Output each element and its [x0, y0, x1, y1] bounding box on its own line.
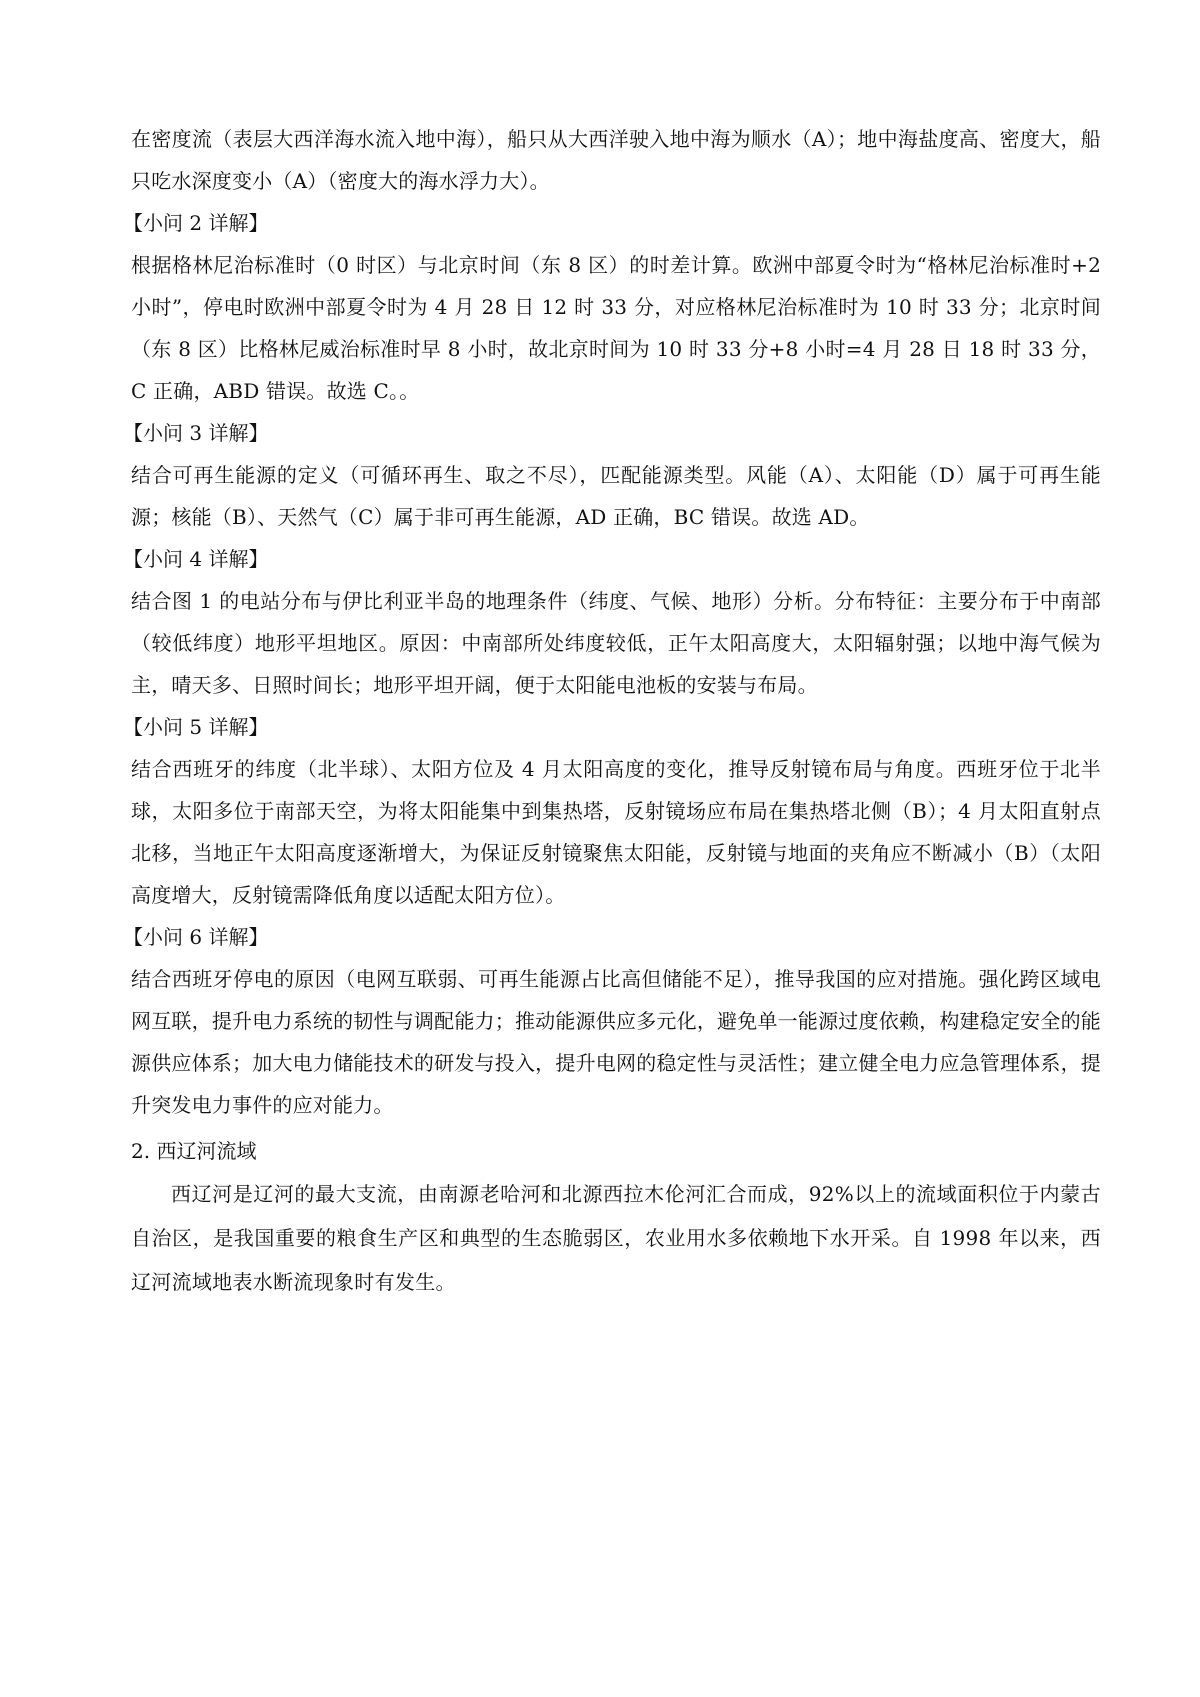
q5-explanation: 结合西班牙的纬度（北半球）、太阳方位及 4 月太阳高度的变化，推导反射镜布局与角度。西班牙位于北半球，太阳多位于南部天空，为将太阳能集中到集热塔，反射镜场应布局在集热塔北侧（B）；4 月太阳直射点北移，当地正午太阳高度逐渐增大，为保证反射镜聚焦太阳能，反射镜与地面的夹角应不断减小（B）（太阳高度增大，反射镜需降低角度以适配太阳方位）。	[131, 757, 1101, 907]
q4-heading: 【小问 4 详解】	[123, 547, 269, 571]
document-content	[123, 118, 1101, 1304]
q3-explanation: 结合可再生能源的定义（可循环再生、取之不尽），匹配能源类型。风能（A）、太阳能（D）属于可再生能源；核能（B）、天然气（C）属于非可再生能源，AD 正确，BC 错误。故选 AD。	[131, 463, 1101, 529]
section-2-passage: 西辽河是辽河的最大支流，由南源老哈河和北源西拉木伦河汇合而成，92%以上的流域面积位于内蒙古自治区，是我国重要的粮食生产区和典型的生态脆弱区，农业用水多依赖地下水开采。自 1998 年以来，西辽河流域地表水断流现象时有发生。	[131, 1182, 1101, 1294]
section-2-title: 2. 西辽河流域	[131, 1139, 257, 1163]
q6-explanation: 结合西班牙停电的原因（电网互联弱、可再生能源占比高但储能不足），推导我国的应对措施。强化跨区域电网互联，提升电力系统的韧性与调配能力；推动能源供应多元化，避免单一能源过度依赖，构建稳定安全的能源供应体系；加大电力储能技术的研发与投入，提升电网的稳定性与灵活性；建立健全电力应急管理体系，提升突发电力事件的应对能力。	[131, 967, 1101, 1117]
q2-heading: 【小问 2 详解】	[123, 211, 269, 235]
q5-heading: 【小问 5 详解】	[123, 715, 269, 739]
q4-explanation: 结合图 1 的电站分布与伊比利亚半岛的地理条件（纬度、气候、地形）分析。分布特征：主要分布于中南部（较低纬度）地形平坦地区。原因：中南部所处纬度较低，正午太阳高度大，太阳辐射强；以地中海气候为主，晴天多、日照时间长；地形平坦开阔，便于太阳能电池板的安装与布局。	[131, 589, 1101, 697]
q6-heading: 【小问 6 详解】	[123, 925, 269, 949]
q3-heading: 【小问 3 详解】	[123, 421, 269, 445]
q2-explanation: 根据格林尼治标准时（0 时区）与北京时间（东 8 区）的时差计算。欧洲中部夏令时为“格林尼治标准时+2 小时”，停电时欧洲中部夏令时为 4 月 28 日 12 时 33 分，对应格林尼治标准时为 10 时 33 分；北京时间（东 8 区）比格林尼威治标准时早 8 小时，故北京时间为 10 时 33 分+8 小时=4 月 28 日 18 时 33 分，C 正确，ABD 错误。故选 C。。	[131, 253, 1101, 403]
intro-paragraph: 在密度流（表层大西洋海水流入地中海），船只从大西洋驶入地中海为顺水（A）；地中海盐度高、密度大，船只吃水深度变小（A）（密度大的海水浮力大）。	[131, 127, 1101, 193]
